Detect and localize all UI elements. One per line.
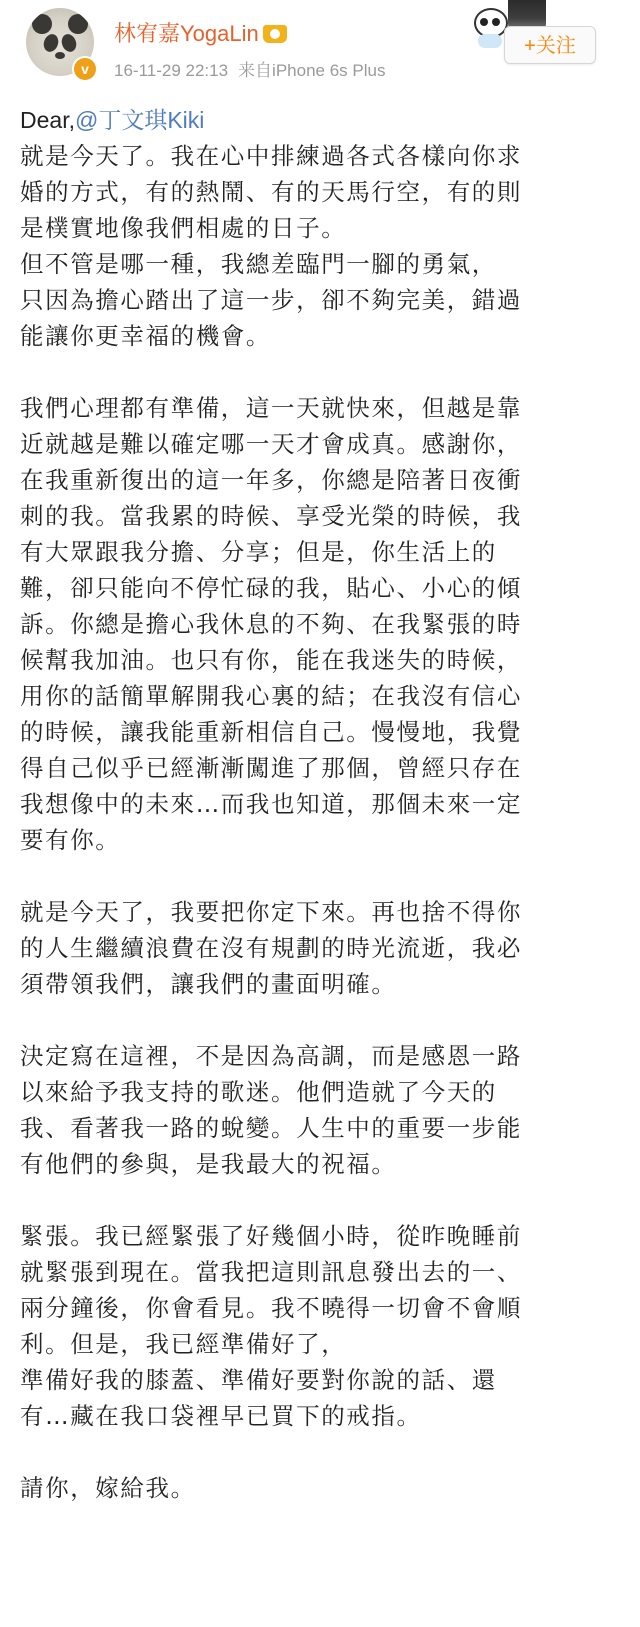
text-line: 就是今天了，我要把你定下來。再也捨不得你 xyxy=(20,898,522,926)
greeting-line xyxy=(20,102,620,138)
text-line: 在我重新復出的這一年多，你總是陪著日夜衝 xyxy=(20,466,522,494)
username-link[interactable] xyxy=(114,20,287,48)
text-line: 我想像中的未來…而我也知道，那個未來一定 xyxy=(20,790,522,818)
text-line: 緊張。我已經緊張了好幾個小時，從昨晚睡前 xyxy=(20,1222,522,1250)
text-line: 候幫我加油。也只有你，能在我迷失的時候， xyxy=(20,646,522,674)
paragraph-gap xyxy=(20,354,620,390)
text-line: 能讓你更幸福的機會。 xyxy=(20,322,271,350)
text-line: 得自己似乎已經漸漸闖進了那個，曾經只存在 xyxy=(20,754,522,782)
text-line: 要有你。 xyxy=(20,826,121,854)
text-line: 有他們的參與，是我最大的祝福。 xyxy=(20,1150,397,1178)
text-line: 難，卻只能向不停忙碌的我，貼心、小心的傾 xyxy=(20,574,522,602)
text-line: 準備好我的膝蓋、準備好要對你說的話、還 xyxy=(20,1366,497,1394)
text-line: 刺的我。當我累的時候、享受光榮的時候，我 xyxy=(20,502,522,530)
paragraph-gap xyxy=(20,1434,620,1470)
text-line: 就緊張到現在。當我把這則訊息發出去的一、 xyxy=(20,1258,522,1286)
text-line: 是樸實地像我們相處的日子。 xyxy=(20,214,347,242)
text-line: 決定寫在這裡，不是因為高調，而是感恩一路 xyxy=(20,1042,522,1070)
greeting-prefix: Dear, xyxy=(20,107,75,133)
post-source: 来自iPhone 6s Plus xyxy=(238,61,386,80)
text-line: 用你的話簡單解開我心裏的結；在我沒有信心 xyxy=(20,682,522,710)
text-line: 的人生繼續浪費在沒有規劃的時光流逝，我必 xyxy=(20,934,522,962)
verified-badge-icon: v xyxy=(72,56,98,82)
text-line: 以來給予我支持的歌迷。他們造就了今天的 xyxy=(20,1078,497,1106)
text-line: 婚的方式，有的熱鬧、有的天馬行空，有的則 xyxy=(20,178,522,206)
post-timestamp: 16-11-29 22:13 xyxy=(114,61,229,80)
panda-ear-right xyxy=(68,14,88,34)
post-header xyxy=(0,0,640,100)
text-line: 須帶領我們，讓我們的畫面明確。 xyxy=(20,970,397,998)
post-meta xyxy=(114,60,385,82)
paragraph-gap xyxy=(20,858,620,894)
paragraph xyxy=(20,1470,620,1506)
username-text: 林宥嘉YogaLin xyxy=(114,21,259,46)
text-line: 利。但是，我已經準備好了， xyxy=(20,1330,347,1358)
post-content xyxy=(20,102,620,1506)
paragraph xyxy=(20,1218,620,1434)
sticker-body xyxy=(478,34,502,48)
panda-nose xyxy=(55,52,65,59)
sticker-eye-left xyxy=(480,18,488,26)
text-line: 就是今天了。我在心中排練過各式各樣向你求 xyxy=(20,142,522,170)
text-line: 的時候，讓我能重新相信自己。慢慢地，我覺 xyxy=(20,718,522,746)
text-line: 我、看著我一路的蛻變。人生中的重要一步能 xyxy=(20,1114,522,1142)
text-line: 訴。你總是擔心我休息的不夠、在我緊張的時 xyxy=(20,610,522,638)
text-line: 請你，嫁給我。 xyxy=(20,1474,196,1502)
paragraph xyxy=(20,138,620,354)
paragraph-gap xyxy=(20,1002,620,1038)
panda-eye-right xyxy=(59,32,78,54)
paragraph xyxy=(20,1038,620,1182)
paragraph xyxy=(20,390,620,858)
member-crown-icon xyxy=(263,25,287,43)
follow-button[interactable]: +关注 xyxy=(504,26,596,64)
text-line: 有大眾跟我分擔、分享；但是，你生活上的 xyxy=(20,538,497,566)
text-line: 只因為擔心踏出了這一步，卻不夠完美，錯過 xyxy=(20,286,522,314)
sticker-eye-right xyxy=(492,18,500,26)
panda-ear-left xyxy=(32,14,52,34)
text-line: 我們心理都有準備，這一天就快來，但越是靠 xyxy=(20,394,522,422)
panda-eye-left xyxy=(41,32,60,54)
paragraph xyxy=(20,894,620,1002)
text-line: 兩分鐘後，你會看見。我不曉得一切會不會順 xyxy=(20,1294,522,1322)
text-line: 有…藏在我口袋裡早已買下的戒指。 xyxy=(20,1402,422,1430)
post-body xyxy=(20,138,620,1506)
text-line: 近就越是難以確定哪一天才會成真。感謝你， xyxy=(20,430,522,458)
paragraph-gap xyxy=(20,1182,620,1218)
text-line: 但不管是哪一種，我總差臨門一腳的勇氣， xyxy=(20,250,497,278)
mention-link[interactable]: @丁文琪Kiki xyxy=(74,107,205,133)
